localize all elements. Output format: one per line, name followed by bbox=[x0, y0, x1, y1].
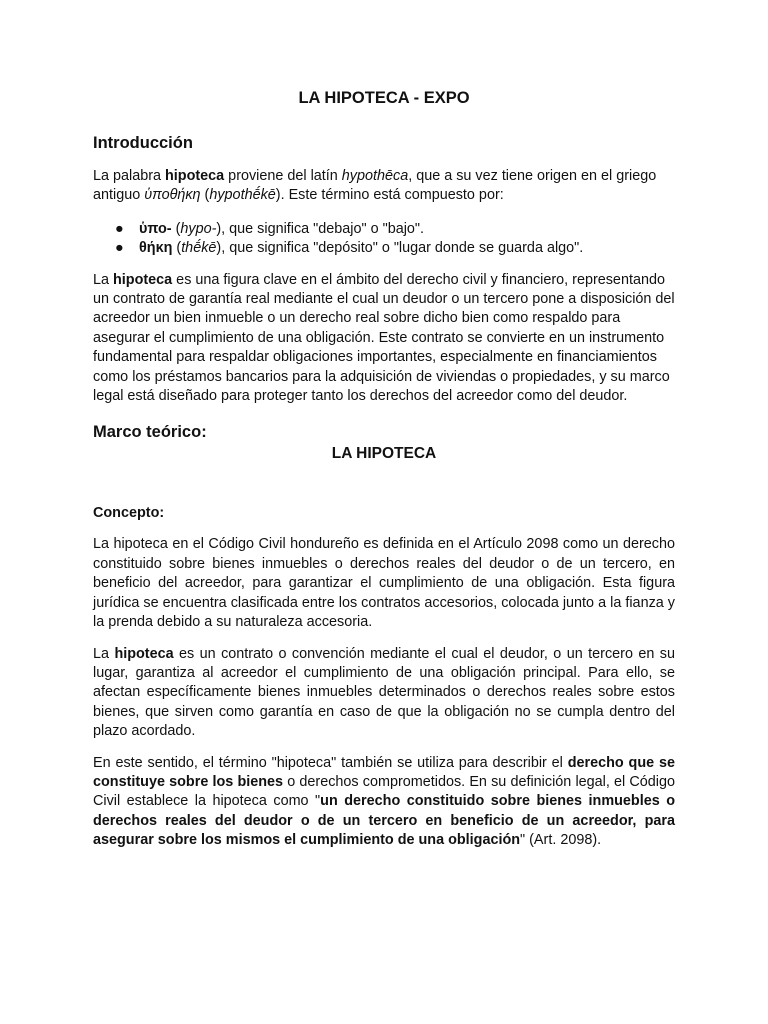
text-run: ( bbox=[171, 220, 181, 237]
marco-heading: Marco teórico: bbox=[93, 423, 207, 442]
concepto-paragraph-1: La hipoteca en el Código Civil hondureño es definida en el Artículo 2098 como un derecho constituido sobre bienes inmuebles o derechos reales del deudor o de un tercero, en beneficio del acreedor, para garantizar el cumplimiento de una obligación. Esta figura jurídica se encuentra clasificada entre los contratos accesorios, colocada junto a la fianza y la prenda debido a su naturaleza accesoria. bbox=[93, 536, 675, 631]
concepto-paragraph-2 bbox=[93, 645, 675, 742]
document-title: LA HIPOTECA - EXPO bbox=[298, 89, 470, 107]
text-run: ), que significa "debajo" o "bajo". bbox=[216, 220, 425, 237]
bold-term: hipoteca bbox=[165, 168, 225, 184]
etymology-list bbox=[93, 220, 675, 259]
section-center-title: LA HIPOTECA bbox=[331, 445, 437, 463]
text-run: ( bbox=[172, 240, 182, 257]
bullet-icon: ● bbox=[115, 240, 124, 257]
text-run: es una figura clave en el ámbito del derecho civil y financiero, representando un contrato de garantía real mediante el cual un deudor o un tercero pone a disposición del acreedor un bien inmueble o un derecho real sobre dicho bien como respaldo para asegurar el cumplimiento de una obligación. Este contrato se convierte en un instrumento fundamental para respaldar obligaciones importantes, especialmente en financiamientos como los préstamos bancarios para la adquisición de viviendas o propiedades, y su marco legal está diseñado para proteger tanto los derechos del acreedor como del deudor. bbox=[93, 271, 675, 405]
text-run: , que a su vez tiene origen en el griego antiguo bbox=[93, 168, 657, 204]
text-run: o derechos comprometidos. En su definición legal, el Código Civil establece la hipoteca como " bbox=[93, 773, 675, 810]
italic-term: hypothḗkē bbox=[209, 187, 276, 204]
bold-phrase: derecho que se constituye sobre los bienes bbox=[93, 754, 675, 790]
concepto-heading: Concepto: bbox=[93, 505, 165, 522]
intro-heading: Introducción bbox=[93, 134, 193, 152]
text-run: es un contrato o convención mediante el cual el deudor, o un tercero en su lugar, garantiza al acreedor el cumplimiento de una obligación principal. Para ello, se afectan específicamente bienes inmuebles determinados o derechos reales sobre estos bienes, que sirven como garantía en caso de que la obligación no se cumpla dentro del plazo acordado. bbox=[93, 645, 675, 740]
list-item bbox=[115, 220, 675, 239]
bold-term: ὑπο- bbox=[139, 220, 172, 237]
italic-term: hypo- bbox=[180, 220, 217, 237]
concepto-paragraph-3 bbox=[93, 754, 675, 851]
text-run: La bbox=[93, 271, 114, 288]
text-run: La bbox=[93, 645, 115, 662]
list-item bbox=[115, 239, 675, 258]
italic-term: hypothēca bbox=[341, 168, 409, 184]
intro-paragraph-2 bbox=[93, 271, 675, 407]
intro-paragraph-1 bbox=[93, 167, 675, 206]
bold-term: θήκη bbox=[139, 240, 173, 257]
text-run: ( bbox=[200, 187, 210, 204]
italic-term: ὑποθήκη bbox=[144, 187, 201, 204]
text-run: La palabra bbox=[93, 168, 166, 184]
text-run: ). Este término está compuesto por: bbox=[275, 187, 504, 204]
text-run: En este sentido, el término "hipoteca" también se utiliza para describir el bbox=[93, 754, 568, 771]
italic-term: thḗkē bbox=[181, 240, 217, 257]
bullet-icon: ● bbox=[115, 220, 124, 237]
text-run: " (Art. 2098). bbox=[520, 832, 602, 849]
text-run: ), que significa "depósito" o "lugar donde se guarda algo". bbox=[216, 240, 584, 257]
text-run: proviene del latín bbox=[224, 168, 342, 184]
bold-term: hipoteca bbox=[113, 271, 173, 288]
bold-term: hipoteca bbox=[114, 645, 174, 662]
bold-quote: un derecho constituido sobre bienes inmuebles o derechos reales del deudor o de un tercero en beneficio de un acreedor, para asegurar sobre los mismos el cumplimiento de una obligación bbox=[93, 793, 675, 849]
